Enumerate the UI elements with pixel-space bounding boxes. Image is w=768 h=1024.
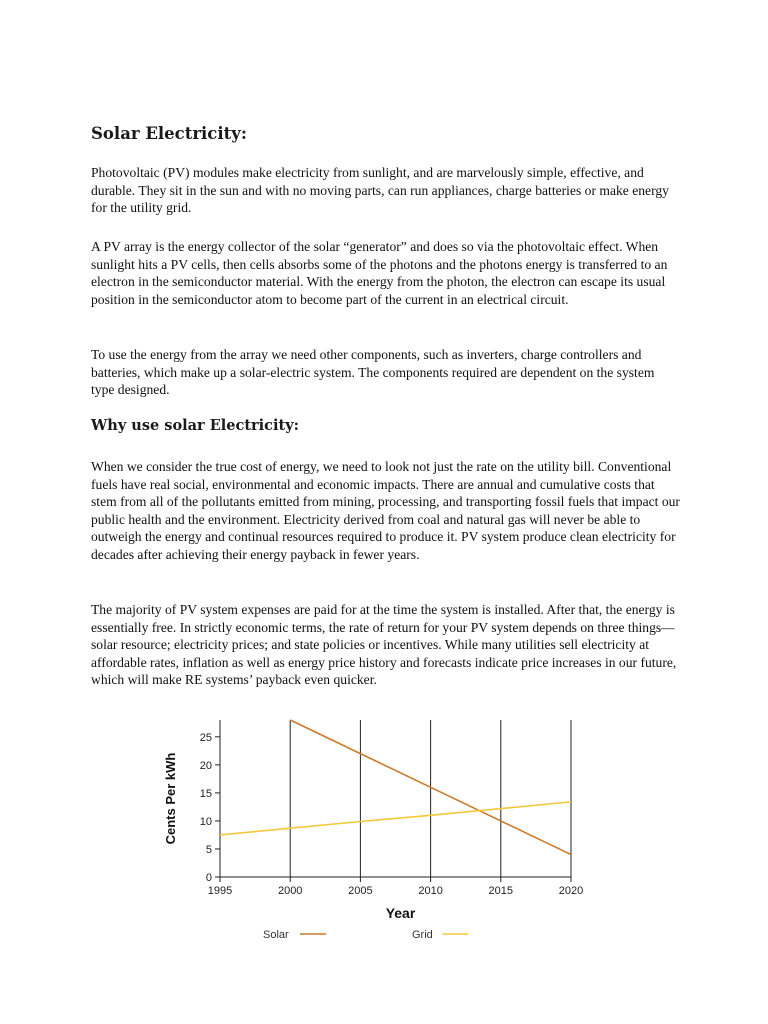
legend-label-solar: Solar (263, 929, 289, 941)
cost-chart (150, 712, 600, 952)
paragraph-components: To use the energy from the array we need other components, such as inverters, charge controllers and batteries, which make up a solar-electric system. The components required are dependent on the system type designed. (91, 347, 655, 398)
paragraph-expenses: The majority of PV system expenses are paid for at the time the system is installed. After that, the energy is essentially free. In strictly economic terms, the rate of return for your PV system depends on three things—solar resource; electricity prices; and state policies or incentives. While many utilities sell electricity at affordable rates, inflation as well as energy price history and forecasts indicate price increases in our future, which will make RE systems’ payback even quicker. (91, 602, 677, 688)
paragraph-pv-modules: Photovoltaic (PV) modules make electricity from sunlight, and are marvelously simple, effective, and durable. They sit in the sun and with no moving parts, can run appliances, charge batteries or make energy for the utility grid. (91, 165, 669, 216)
x-tick-label: 2000 (277, 885, 303, 897)
y-tick-label: 20 (199, 759, 212, 772)
y-tick-label: 5 (205, 843, 212, 856)
y-tick-label: 25 (199, 731, 212, 744)
legend-label-grid: Grid (412, 929, 433, 941)
x-axis-title: Year (385, 905, 416, 921)
x-tick-label: 2010 (418, 885, 443, 897)
heading-solar-electricity: Solar Electricity: (91, 124, 247, 143)
heading-why-use-solar: Why use solar Electricity: (91, 417, 299, 434)
paragraph-true-cost: When we consider the true cost of energy, we need to look not just the rate on the utility bill. Conventional fuels have real social, environmental and economic impacts. There are annual and cumulative costs that stem from all of the pollutants emitted from mining, processing, and transporting fossil fuels that impact our public health and the environment. Electricity derived from coal and natural gas will never be able to outweigh the energy and continual resources required to produce it. PV system produce clean electricity for decades after achieving their energy payback in fewer years. (91, 459, 680, 562)
y-tick-label: 10 (199, 815, 212, 828)
y-axis-title: Cents Per kWh (163, 752, 178, 845)
x-tick-label: 1995 (207, 885, 233, 897)
x-tick-label: 2015 (488, 885, 514, 897)
x-tick-label: 2005 (348, 885, 373, 897)
paragraph-pv-array: A PV array is the energy collector of the solar “generator” and does so via the photovoltaic effect. When sunlight hits a PV cells, then cells absorbs some of the photons and the photons energy is transferred to an electron in the semiconductor material. With the energy from the photon, the electron can escape its usual position in the semiconductor atom to become part of the current in an electrical circuit. (91, 239, 668, 307)
x-tick-label: 2020 (558, 885, 584, 897)
y-tick-label: 15 (199, 787, 212, 800)
y-tick-label: 0 (205, 872, 212, 884)
